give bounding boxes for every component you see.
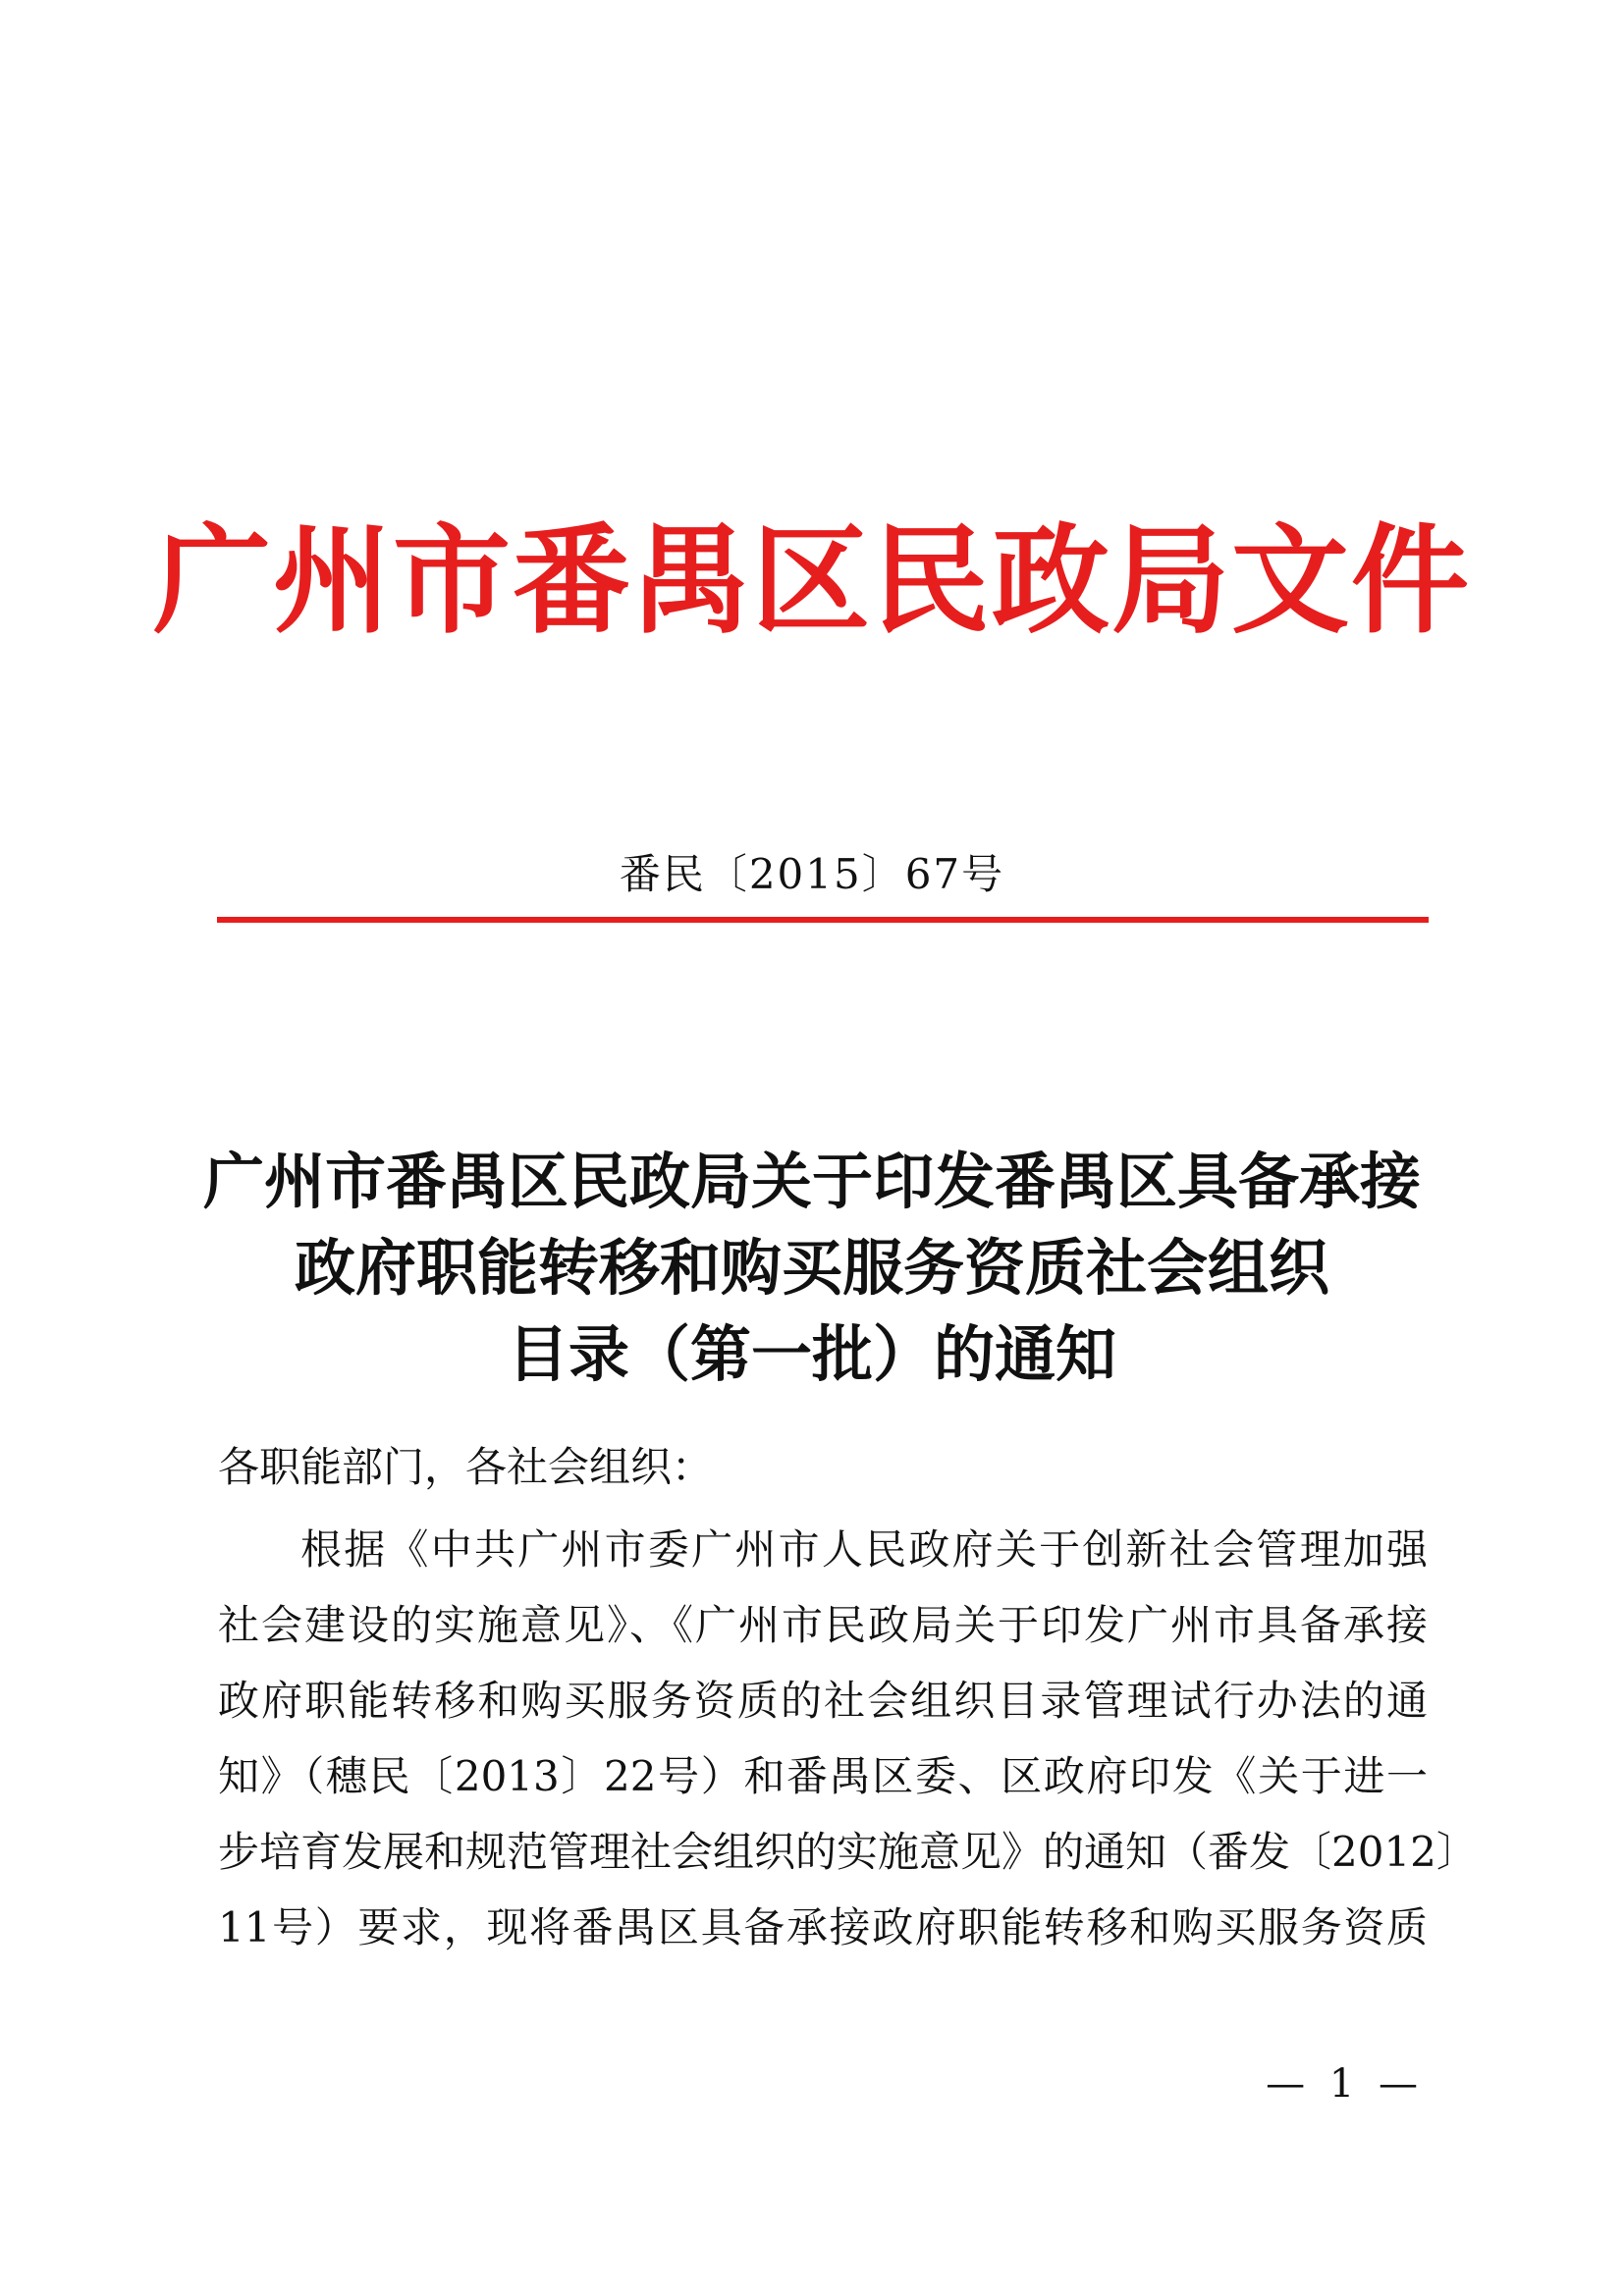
body-line: 11号）要求，现将番禺区具备承接政府职能转移和购买服务资质: [218, 1903, 1428, 1951]
body-line: 知》（穗民〔2013〕22号）和番禺区委、区政府印发《关于进一: [218, 1752, 1428, 1800]
notice-title: [177, 1139, 1447, 1398]
salutation: 各职能部门，各社会组织：: [218, 1443, 714, 1491]
page-number: — 1 —: [1266, 2061, 1424, 2107]
notice-title-line: 政府职能转移和购买服务资质社会组织: [294, 1232, 1329, 1304]
body-line: 根据《中共广州市委广州市人民政府关于创新社会管理加强: [300, 1525, 1428, 1574]
body-line: 社会建设的实施意见》、《广州市民政局关于印发广州市具备承接: [218, 1601, 1428, 1649]
document-number: 番民〔2015〕67号: [619, 850, 1005, 898]
red-divider-line: [217, 917, 1429, 923]
body-line: 政府职能转移和购买服务资质的社会组织目录管理试行办法的通: [218, 1677, 1428, 1725]
document-masthead: 广州市番禺区民政局文件: [153, 511, 1471, 650]
notice-title-line: 目录（第一批）的通知: [507, 1318, 1116, 1390]
body-paragraph: [218, 1512, 1478, 1965]
notice-title-line: 广州市番禺区民政局关于印发番禺区具备承接: [202, 1146, 1421, 1217]
body-line: 步培育发展和规范管理社会组织的实施意见》的通知（番发〔2012〕: [218, 1828, 1478, 1876]
